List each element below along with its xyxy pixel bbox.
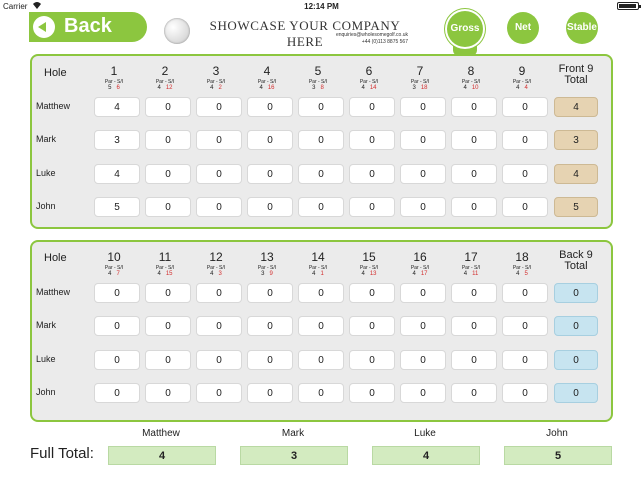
hole-par: 4 bbox=[361, 85, 365, 91]
hole-stroke-index: 11 bbox=[472, 271, 479, 277]
hole-header bbox=[94, 250, 134, 277]
hole-stroke-index: 14 bbox=[369, 85, 377, 91]
player-name: John bbox=[36, 387, 56, 397]
hole-par: 3 bbox=[412, 85, 416, 91]
hole-number: 12 bbox=[209, 250, 223, 264]
full-total-value: 3 bbox=[240, 446, 348, 465]
hole-header bbox=[349, 64, 389, 91]
score-input[interactable]: 0 bbox=[247, 130, 293, 150]
par-si-label: Par - S/I bbox=[308, 79, 328, 85]
hole-par: 4 bbox=[361, 271, 365, 277]
battery-icon bbox=[617, 2, 639, 10]
score-input[interactable]: 0 bbox=[349, 130, 395, 150]
score-input[interactable]: 0 bbox=[502, 350, 548, 370]
par-si-label: Par - S/I bbox=[104, 79, 124, 85]
golf-ball-logo-icon bbox=[164, 18, 190, 44]
player-name: John bbox=[36, 201, 56, 211]
hole-stroke-index: 12 bbox=[165, 85, 173, 91]
hole-header bbox=[247, 250, 287, 277]
hole-number: 7 bbox=[416, 64, 424, 78]
score-input[interactable]: 0 bbox=[196, 283, 242, 303]
hole-header bbox=[502, 250, 542, 277]
player-subtotal: 0 bbox=[554, 316, 598, 336]
hole-par: 4 bbox=[210, 85, 214, 91]
hole-stroke-index: 7 bbox=[116, 271, 120, 277]
score-input[interactable]: 0 bbox=[247, 97, 293, 117]
hole-number: 3 bbox=[212, 64, 220, 78]
score-input[interactable]: 0 bbox=[502, 283, 548, 303]
total-header bbox=[551, 250, 601, 272]
player-name: Luke bbox=[36, 168, 56, 178]
full-total-player-name: John bbox=[546, 428, 568, 439]
score-input[interactable]: 0 bbox=[94, 350, 140, 370]
par-si-label: Par - S/I bbox=[359, 79, 379, 85]
score-input[interactable]: 0 bbox=[298, 130, 344, 150]
score-input[interactable]: 0 bbox=[196, 130, 242, 150]
hole-par: 5 bbox=[108, 85, 112, 91]
hole-par: 4 bbox=[108, 271, 112, 277]
hole-stroke-index: 18 bbox=[420, 85, 428, 91]
clock: 12:14 PM bbox=[304, 2, 339, 11]
hole-number: 6 bbox=[365, 64, 373, 78]
hole-number: 10 bbox=[107, 250, 121, 264]
hole-number: 4 bbox=[263, 64, 271, 78]
score-input[interactable]: 0 bbox=[400, 316, 446, 336]
score-input[interactable]: 0 bbox=[145, 283, 191, 303]
hole-header bbox=[298, 250, 338, 277]
hole-stroke-index: 3 bbox=[218, 271, 222, 277]
hole-number: 1 bbox=[110, 64, 118, 78]
hole-header bbox=[196, 64, 236, 91]
score-input[interactable]: 0 bbox=[451, 164, 497, 184]
score-input[interactable]: 0 bbox=[451, 383, 497, 403]
score-input[interactable]: 0 bbox=[247, 383, 293, 403]
hole-number: 8 bbox=[467, 64, 475, 78]
back-button-label: Back bbox=[64, 15, 112, 37]
score-input[interactable]: 0 bbox=[349, 316, 395, 336]
hole-header bbox=[145, 64, 185, 91]
score-input[interactable]: 0 bbox=[247, 164, 293, 184]
total-header-line1: Front 9 bbox=[558, 63, 594, 75]
hole-stroke-index: 15 bbox=[165, 271, 173, 277]
player-subtotal: 0 bbox=[554, 350, 598, 370]
hole-stroke-index: 10 bbox=[471, 85, 479, 91]
score-input[interactable]: 0 bbox=[298, 350, 344, 370]
score-input[interactable]: 0 bbox=[400, 197, 446, 217]
back-arrow-icon bbox=[33, 16, 55, 38]
par-si-label: Par - S/I bbox=[308, 265, 328, 271]
score-input[interactable]: 0 bbox=[349, 283, 395, 303]
player-name: Mark bbox=[36, 134, 56, 144]
score-input[interactable]: 0 bbox=[451, 130, 497, 150]
score-input[interactable]: 0 bbox=[298, 383, 344, 403]
hole-stroke-index: 5 bbox=[524, 271, 528, 277]
player-subtotal: 0 bbox=[554, 283, 598, 303]
player-subtotal: 4 bbox=[554, 97, 598, 117]
score-input[interactable]: 0 bbox=[349, 197, 395, 217]
score-input[interactable]: 0 bbox=[196, 316, 242, 336]
hole-par: 4 bbox=[210, 271, 214, 277]
full-total-label: Full Total: bbox=[30, 445, 94, 462]
player-name: Matthew bbox=[36, 101, 71, 111]
hole-number: 5 bbox=[314, 64, 322, 78]
total-header-line2: Total bbox=[564, 74, 588, 86]
hole-number: 18 bbox=[515, 250, 529, 264]
score-input[interactable]: 0 bbox=[145, 316, 191, 336]
back-button[interactable] bbox=[29, 12, 147, 42]
par-si-label: Par - S/I bbox=[410, 265, 430, 271]
score-input[interactable]: 0 bbox=[145, 130, 191, 150]
front-nine-scorecard bbox=[30, 54, 613, 229]
hole-header bbox=[145, 250, 185, 277]
hole-number: 13 bbox=[260, 250, 274, 264]
hole-par: 4 bbox=[412, 271, 416, 277]
score-input[interactable]: 0 bbox=[298, 316, 344, 336]
par-si-label: Par - S/I bbox=[257, 265, 277, 271]
hole-par: 4 bbox=[259, 85, 263, 91]
hole-par: 4 bbox=[516, 85, 520, 91]
hole-par: 4 bbox=[157, 271, 161, 277]
hole-stroke-index: 16 bbox=[267, 85, 275, 91]
tab-gross[interactable]: Gross bbox=[447, 11, 483, 47]
score-input[interactable]: 0 bbox=[451, 283, 497, 303]
hole-par: 4 bbox=[312, 271, 316, 277]
hole-stroke-index: 6 bbox=[116, 85, 120, 91]
score-input[interactable]: 0 bbox=[400, 350, 446, 370]
hole-header bbox=[298, 64, 338, 91]
hole-stroke-index: 13 bbox=[369, 271, 377, 277]
full-total-value: 5 bbox=[504, 446, 612, 465]
hole-stroke-index: 1 bbox=[320, 271, 324, 277]
hole-number: 2 bbox=[161, 64, 169, 78]
carrier-label: Carrier bbox=[3, 2, 28, 11]
score-input[interactable]: 0 bbox=[298, 164, 344, 184]
score-input[interactable]: 0 bbox=[349, 383, 395, 403]
hole-header bbox=[94, 64, 134, 91]
score-input[interactable]: 0 bbox=[94, 283, 140, 303]
score-input[interactable]: 0 bbox=[400, 97, 446, 117]
hole-header bbox=[451, 250, 491, 277]
player-subtotal: 5 bbox=[554, 197, 598, 217]
score-input[interactable]: 0 bbox=[502, 383, 548, 403]
hole-header bbox=[196, 250, 236, 277]
hole-number: 11 bbox=[158, 250, 172, 264]
hole-par: 4 bbox=[463, 271, 468, 277]
score-input[interactable]: 0 bbox=[451, 97, 497, 117]
par-si-label: Par - S/I bbox=[155, 265, 175, 271]
score-input[interactable]: 0 bbox=[94, 316, 140, 336]
par-si-label: Par - S/I bbox=[206, 265, 226, 271]
par-si-label: Par - S/I bbox=[512, 265, 532, 271]
player-subtotal: 4 bbox=[554, 164, 598, 184]
par-si-label: Par - S/I bbox=[206, 79, 226, 85]
hole-stroke-index: 17 bbox=[420, 271, 428, 277]
hole-stroke-index: 2 bbox=[218, 85, 222, 91]
hole-number: 14 bbox=[311, 250, 325, 264]
par-si-label: Par - S/I bbox=[104, 265, 124, 271]
score-input[interactable]: 0 bbox=[400, 283, 446, 303]
full-total-value: 4 bbox=[372, 446, 480, 465]
score-input[interactable]: 0 bbox=[196, 97, 242, 117]
tab-stable[interactable]: Stable bbox=[566, 12, 598, 44]
score-input[interactable]: 0 bbox=[451, 197, 497, 217]
score-input[interactable]: 0 bbox=[145, 97, 191, 117]
score-input[interactable]: 0 bbox=[145, 350, 191, 370]
score-input[interactable]: 0 bbox=[196, 350, 242, 370]
hole-header bbox=[451, 64, 491, 91]
score-input[interactable]: 0 bbox=[502, 130, 548, 150]
score-input[interactable]: 0 bbox=[247, 316, 293, 336]
score-input[interactable]: 0 bbox=[502, 97, 548, 117]
total-header-line2: Total bbox=[564, 260, 588, 272]
player-name: Matthew bbox=[36, 287, 71, 297]
hole-stroke-index: 4 bbox=[524, 85, 528, 91]
score-input[interactable]: 0 bbox=[400, 130, 446, 150]
score-input[interactable]: 0 bbox=[349, 164, 395, 184]
score-input[interactable]: 0 bbox=[196, 164, 242, 184]
par-si-label: Par - S/I bbox=[155, 79, 175, 85]
score-input[interactable]: 0 bbox=[400, 383, 446, 403]
back-nine-scorecard bbox=[30, 240, 613, 422]
score-input[interactable]: 0 bbox=[451, 316, 497, 336]
par-si-label: Par - S/I bbox=[512, 79, 532, 85]
score-input[interactable]: 0 bbox=[451, 350, 497, 370]
player-name: Luke bbox=[36, 354, 56, 364]
full-total-player-name: Luke bbox=[414, 428, 436, 439]
score-input[interactable]: 0 bbox=[145, 164, 191, 184]
hole-number: 15 bbox=[362, 250, 376, 264]
hole-stroke-index: 9 bbox=[269, 271, 273, 277]
score-input[interactable]: 0 bbox=[298, 283, 344, 303]
hole-header bbox=[247, 64, 287, 91]
score-input[interactable]: 0 bbox=[298, 197, 344, 217]
hole-header bbox=[502, 64, 542, 91]
score-input[interactable]: 0 bbox=[502, 197, 548, 217]
score-input[interactable]: 0 bbox=[298, 97, 344, 117]
par-si-label: Par - S/I bbox=[461, 79, 481, 85]
hole-stroke-index: 8 bbox=[320, 85, 324, 91]
score-input[interactable]: 0 bbox=[94, 383, 140, 403]
score-input[interactable]: 5 bbox=[94, 197, 140, 217]
hole-header bbox=[349, 250, 389, 277]
player-subtotal: 0 bbox=[554, 383, 598, 403]
score-input[interactable]: 4 bbox=[94, 97, 140, 117]
hole-par: 4 bbox=[157, 85, 161, 91]
score-input[interactable]: 0 bbox=[349, 97, 395, 117]
par-si-label: Par - S/I bbox=[257, 79, 277, 85]
hole-header bbox=[400, 64, 440, 91]
hole-par: 3 bbox=[261, 271, 265, 277]
hole-label: Hole bbox=[44, 252, 67, 264]
company-name: SHOWCASE YOUR COMPANY HERE bbox=[209, 18, 401, 49]
score-input[interactable]: 0 bbox=[502, 164, 548, 184]
hole-number: 9 bbox=[518, 64, 526, 78]
score-input[interactable]: 0 bbox=[247, 197, 293, 217]
score-input[interactable]: 0 bbox=[247, 283, 293, 303]
company-phone: +44 (0)113 8875 567 bbox=[361, 39, 408, 45]
full-total-player-name: Matthew bbox=[142, 428, 180, 439]
full-total-value: 4 bbox=[108, 446, 216, 465]
hole-par: 4 bbox=[463, 85, 467, 91]
total-header bbox=[551, 64, 601, 86]
score-input[interactable]: 0 bbox=[145, 197, 191, 217]
company-email: enquiries@wholesomegolf.co.uk bbox=[335, 32, 408, 38]
score-input[interactable]: 0 bbox=[145, 383, 191, 403]
score-input[interactable]: 0 bbox=[196, 383, 242, 403]
hole-number: 16 bbox=[413, 250, 427, 264]
score-input[interactable]: 0 bbox=[349, 350, 395, 370]
par-si-label: Par - S/I bbox=[410, 79, 430, 85]
player-name: Mark bbox=[36, 320, 56, 330]
tab-net[interactable]: Net bbox=[507, 12, 539, 44]
score-input[interactable]: 0 bbox=[502, 316, 548, 336]
total-header-line1: Back 9 bbox=[559, 249, 593, 261]
par-si-label: Par - S/I bbox=[359, 265, 379, 271]
hole-number: 17 bbox=[464, 250, 478, 264]
par-si-label: Par - S/I bbox=[461, 265, 481, 271]
score-input[interactable]: 0 bbox=[247, 350, 293, 370]
hole-label: Hole bbox=[44, 67, 67, 79]
hole-par: 3 bbox=[312, 85, 316, 91]
hole-header bbox=[400, 250, 440, 277]
score-input[interactable]: 3 bbox=[94, 130, 140, 150]
hole-par: 4 bbox=[516, 271, 520, 277]
score-input[interactable]: 0 bbox=[400, 164, 446, 184]
score-input[interactable]: 4 bbox=[94, 164, 140, 184]
score-input[interactable]: 0 bbox=[196, 197, 242, 217]
player-subtotal: 3 bbox=[554, 130, 598, 150]
full-total-player-name: Mark bbox=[281, 428, 305, 439]
